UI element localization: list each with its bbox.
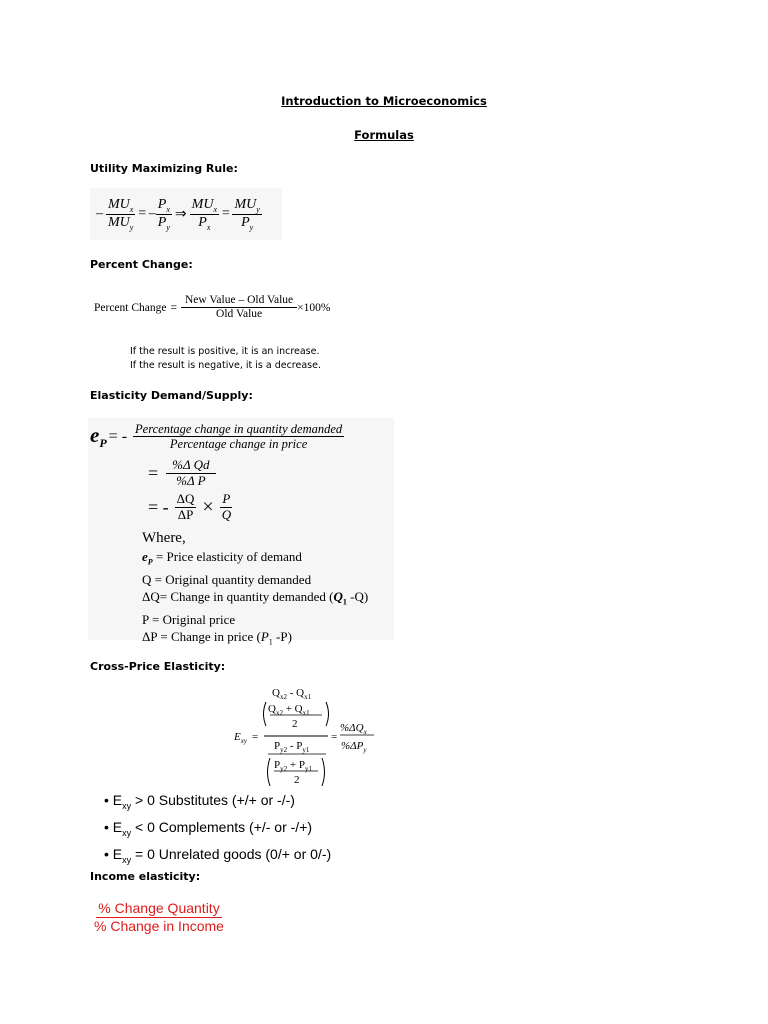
cross-price-formula — [228, 684, 378, 790]
elasticity-fraction-3: $\frac{\Delta Q}{\Delta P}$ — [176, 491, 195, 522]
svg-text:2: 2 — [292, 718, 298, 730]
svg-text:Qx2 + Qx1: $Q_{x2} + Q_{x1}$ — [268, 703, 310, 717]
definition-q: Q = Original quantity demanded — [142, 571, 312, 587]
svg-text:Py2 + Py1: $P_{y2} + P_{y1}$ — [274, 759, 312, 773]
bullet-substitutes: • $E_{xy} > 0$ Substitutes (+/+ or -/-) — [104, 792, 295, 811]
where-label: Where, — [142, 530, 186, 546]
elasticity-fraction-4: $\frac{P}{Q}$ — [221, 491, 232, 522]
svg-text:=: = — [331, 731, 338, 743]
svg-text:Qx2 - Qx1: $Q_{x2} - Q_{x1}$ — [272, 687, 312, 701]
px-over-py: $\frac{P_x}{P_y}$ — [157, 196, 170, 232]
elasticity-fraction-1: $\frac{\text{Percentage change in quantity demanded}}{\text{Percentage change in price}}$ — [135, 422, 343, 452]
muy-over-py: $\frac{MU_y}{P_y}$ — [234, 196, 260, 232]
elasticity-formula-box: $e_P$ = - $\frac{\text{Percentage change in quantity demanded}}{\text{Percentage change in price}}$ = $\frac{\text{\%Δ Qd}}{\text{\%Δ P}}$ = - $\frac{\Delta Q}{\Delta P}$ × $\frac{P}{Q}$ Where, $e_P$ = Price elasticity of demand Q = Original quantity demanded ΔQ= Change in quantity demanded ($Q_1$ -Q) P = Original price ΔP = Change in price ($P_1$ -P) — [88, 418, 394, 640]
svg-text:Exy: $E_{xy}$ — [234, 731, 247, 745]
minus-sign: – — [96, 206, 103, 221]
percent-label: Percent Change — [94, 301, 167, 314]
elasticity-fraction-2: $\frac{\text{\%Δ Qd}}{\text{\%Δ P}}$ — [166, 458, 215, 489]
income-formula — [94, 900, 224, 935]
document-subtitle: Formulas — [354, 128, 414, 142]
percent-heading: Percent Change: — [90, 258, 193, 271]
mux-over-muy: $\frac{MU_x}{MU_y}$ — [108, 196, 134, 232]
income-numerator: % Change Quantity — [98, 900, 220, 916]
definition-dq: ΔQ= Change in quantity demanded ($Q_1$ -Q) — [142, 589, 369, 607]
svg-text:=: = — [252, 731, 259, 743]
bullet-unrelated: • $E_{xy} = 0$ Unrelated goods (0/+ or 0/-) — [104, 845, 332, 865]
document-title: Introduction to Microeconomics — [281, 94, 487, 108]
elasticity-heading: Elasticity Demand/Supply: — [90, 389, 253, 402]
svg-text:%ΔPy: $\%\Delta P_y$ — [341, 740, 367, 754]
note-negative: If the result is negative, it is a decrease. — [130, 360, 321, 371]
mux-over-px: $\frac{MU_x}{P_x}$ — [191, 196, 217, 232]
definition-dp: ΔP = Change in price ($P_1$ -P) — [142, 629, 292, 647]
percent-suffix: ×100% — [297, 301, 331, 314]
implies-arrow: ⇒ — [174, 206, 187, 222]
utility-formula: – $\frac{MU_x}{MU_y}$ = – $\frac{P_x}{P_y}$ ⇒ $\frac{MU_x}{P_x}$ = $\frac{MU_y}{P_y}$ — [90, 188, 282, 240]
cross-heading: Cross-Price Elasticity: — [90, 660, 226, 673]
bullet-complements: • $E_{xy} < 0$ Complements (+/- or -/+) — [104, 818, 313, 838]
income-denominator: % Change in Income — [94, 918, 224, 934]
definition-p: P = Original price — [142, 611, 236, 627]
note-positive: If the result is positive, it is an increase. — [130, 346, 320, 357]
utility-heading: Utility Maximizing Rule: — [90, 162, 238, 175]
svg-text:2: 2 — [294, 774, 300, 786]
income-heading: Income elasticity: — [90, 870, 201, 883]
percent-fraction: $\frac{\text{New Value – Old Value}}{\text{Old Value}}$ — [181, 294, 297, 321]
cross-bullets — [104, 790, 331, 870]
percent-formula: Percent Change = $\frac{\text{New Value – Old Value}}{\text{Old Value}}$ ×100% — [94, 294, 331, 321]
definition-ep: $e_P$ = Price elasticity of demand — [142, 549, 302, 567]
elasticity-definitions — [142, 548, 368, 651]
ep-symbol: e — [90, 422, 100, 447]
svg-text:Py2 - Py1: $P_{y2} - P_{y1}$ — [274, 740, 310, 754]
svg-text:%ΔQx: $\%\Delta Q_x$ — [340, 722, 367, 736]
